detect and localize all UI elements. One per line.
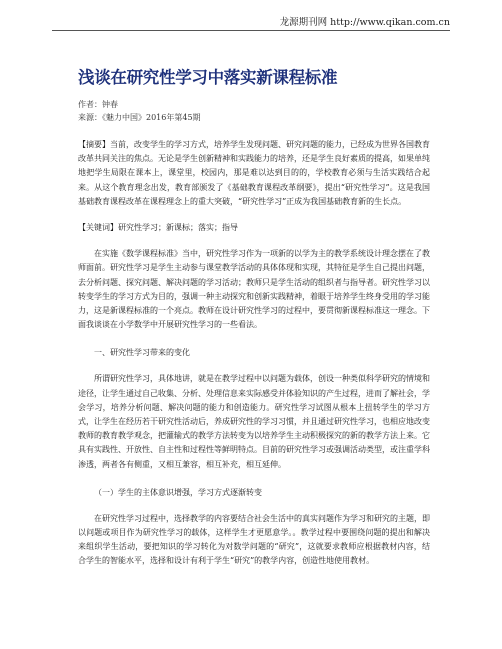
article-author: 作者：钟春 [78, 100, 118, 109]
site-header-text: 龙源期刊网 http://www.qikan.com.cn [279, 17, 450, 28]
subsection-body: 在研究性学习过程中，选择教学的内容要结合社会生活中的真实问题作为学习和研究的主题，即以问题或项目作为研究性学习的载体，这样学生才更愿意学。。教学过程中要围绕问题的提出和解决来组织学生活动，要把知识的学习转化为对数学问题的“研究”，这就要求教师应根据教材内容，结合学生的智能水平，选择和设计有利于学生“研究”的教学内容，创造性地使用教材。 [78, 513, 430, 566]
article-intro: 在实施《数学课程标准》当中，研究性学习作为一项新的以学为主的教学系统设计理念摆在了教师面前。研究性学习是学生主动参与课堂教学活动的具体体现和实现，其特征是学生自己提出问题，去分析问题、探究问题、解决问题的学习活动；教师只是学生活动的组织者与指导者。研究性学习以转变学生的学习方式为目的，强调一种主动探究和创新实践精神，着眼于培养学生终身受用的学习能力，这是新课程标准的一个亮点。教师在设计研究性学习的过程中，要贯彻新课程标准这一理念。下面我谈谈在小学数学中开展研究性学习的一些看法。 [78, 249, 430, 330]
article-abstract: 【摘要】当前，改变学生的学习方式，培养学生发现问题、研究问题的能力，已经成为世界各国教育改革共同关注的焦点。无论是学生创新精神和实践能力的培养，还是学生良好素质的提高，如果单纯地把学生局限在课本上，课堂里，校园内，那是难以达到目的的，学校教育必须与生活实践结合起来。从这个教育理念出发，教育部颁发了《基础教育课程改革纲要》，提出“研究性学习”。这是我国基础教育课程改革在课程理念上的重大突破，“研究性学习”正成为我国基础教育新的生长点。 [78, 140, 430, 206]
article-source: 来源：《魅力中国》2016年第45期 [78, 112, 201, 122]
header-divider [52, 30, 450, 31]
subsection-heading: （一）学生的主体意识增强，学习方式逐渐转变 [94, 487, 262, 497]
section-body: 所谓研究性学习，具体地讲，就是在教学过程中以问题为载体，创设一种类似科学研究的情境和途径，让学生通过自己收集、分析、处理信息来实际感受并体验知识的产生过程，进而了解社会，学会学习，培养分析问题、解决问题的能力和创造能力。研究性学习试图从根本上扭转学生的学习方式，让学生在经历若干研究性活动后，养成研究性的学习习惯，并且通过研究性学习，也相应地改变教师的教育教学观念，把灌输式的教学方法转变为以培养学生主动积极探究的新的教学方法上来。它具有实践性、开放性、自主性和过程性等鲜明特点。目前的研究性学习或强调活动类型，或注重学科渗透，两者各有侧重，又相互兼容，相互补充，相互延伸。 [78, 374, 430, 469]
section-heading: 一、研究性学习带来的变化 [94, 348, 190, 358]
article [78, 64, 430, 569]
article-keywords: 【关键词】研究性学习；新课标；落实；指导 [78, 223, 238, 233]
article-title: 浅谈在研究性学习中落实新课程标准 [78, 68, 338, 87]
